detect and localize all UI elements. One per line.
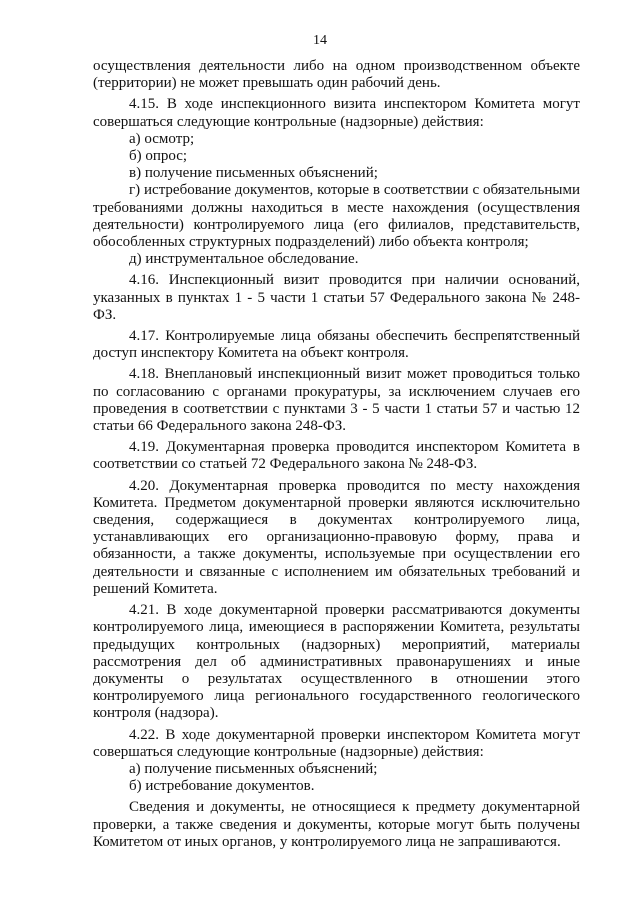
list-item-a-inspection: а) осмотр; bbox=[129, 130, 195, 147]
paragraph-4-20: 4.20. Документарная проверка проводится по месту нахождения Комитета. Предметом документарной проверки являются исключительно сведения, содержащиеся в документах контролируемого лица, устанавливающих его организационно-правовую форму, права и обязанности, а также документы, используемые при осуществлении его деятельности и связанные с исполнением им обязательных требований и решений Комитета. bbox=[93, 477, 580, 597]
paragraph-4-22: 4.22. В ходе документарной проверки инспектором Комитета могут совершаться следующие контрольные (надзорные) действия: bbox=[93, 726, 580, 760]
paragraph-4-19: 4.19. Документарная проверка проводится инспектором Комитета в соответствии со статьей 72 Федерального закона № 248-ФЗ. bbox=[93, 439, 580, 473]
list-item-g-documents: г) истребование документов, которые в соответствии с обязательными требованиями должны находиться в месте нахождения (осуществления деятельности) контролируемого лица (его филиалов, представительств, обособленных структурных подразделений) либо объекта контроля; bbox=[93, 182, 580, 251]
list-item-b-documents: б) истребование документов. bbox=[129, 778, 315, 795]
list-item-b-survey: б) опрос; bbox=[129, 148, 188, 165]
paragraph-4-16: 4.16. Инспекционный визит проводится при наличии оснований, указанных в пунктах 1 - 5 части 1 статьи 57 Федерального закона № 248-ФЗ. bbox=[93, 272, 580, 323]
list-item-a-explanations: а) получение письменных объяснений; bbox=[129, 760, 378, 777]
paragraph-closing: Сведения и документы, не относящиеся к предмету документарной проверки, а также сведения и документы, которые могут быть получены Комитетом от иных органов, у контролируемого лица не запрашиваются. bbox=[93, 799, 580, 850]
paragraph-4-21: 4.21. В ходе документарной проверки рассматриваются документы контролируемого лица, имеющиеся в распоряжении Комитета, результаты предыдущих контрольных (надзорных) мероприятий, материалы рассмотрения дел об административных правонарушениях и иные документы о результатах осуществленного в отношении этого контролируемого лица регионального государственного геологического контроля (надзора). bbox=[93, 602, 580, 722]
paragraph-continuation: осуществления деятельности либо на одном производственном объекте (территории) не может превышать один рабочий день. bbox=[93, 58, 580, 92]
list-item-v-explanations: в) получение письменных объяснений; bbox=[129, 165, 378, 182]
list-item-d-instrumental: д) инструментальное обследование. bbox=[129, 251, 359, 268]
paragraph-4-15: 4.15. В ходе инспекционного визита инспектором Комитета могут совершаться следующие контрольные (надзорные) действия: bbox=[93, 96, 580, 130]
paragraph-4-17: 4.17. Контролируемые лица обязаны обеспечить беспрепятственный доступ инспектору Комитета на объект контроля. bbox=[93, 328, 580, 362]
paragraph-4-18: 4.18. Внеплановый инспекционный визит может проводиться только по согласованию с органами прокуратуры, за исключением случаев его проведения в соответствии с пунктами 3 - 5 части 1 статьи 57 и частью 12 статьи 66 Федерального закона 248-ФЗ. bbox=[93, 366, 580, 435]
document-body bbox=[93, 58, 580, 851]
page-number: 14 bbox=[313, 33, 327, 48]
